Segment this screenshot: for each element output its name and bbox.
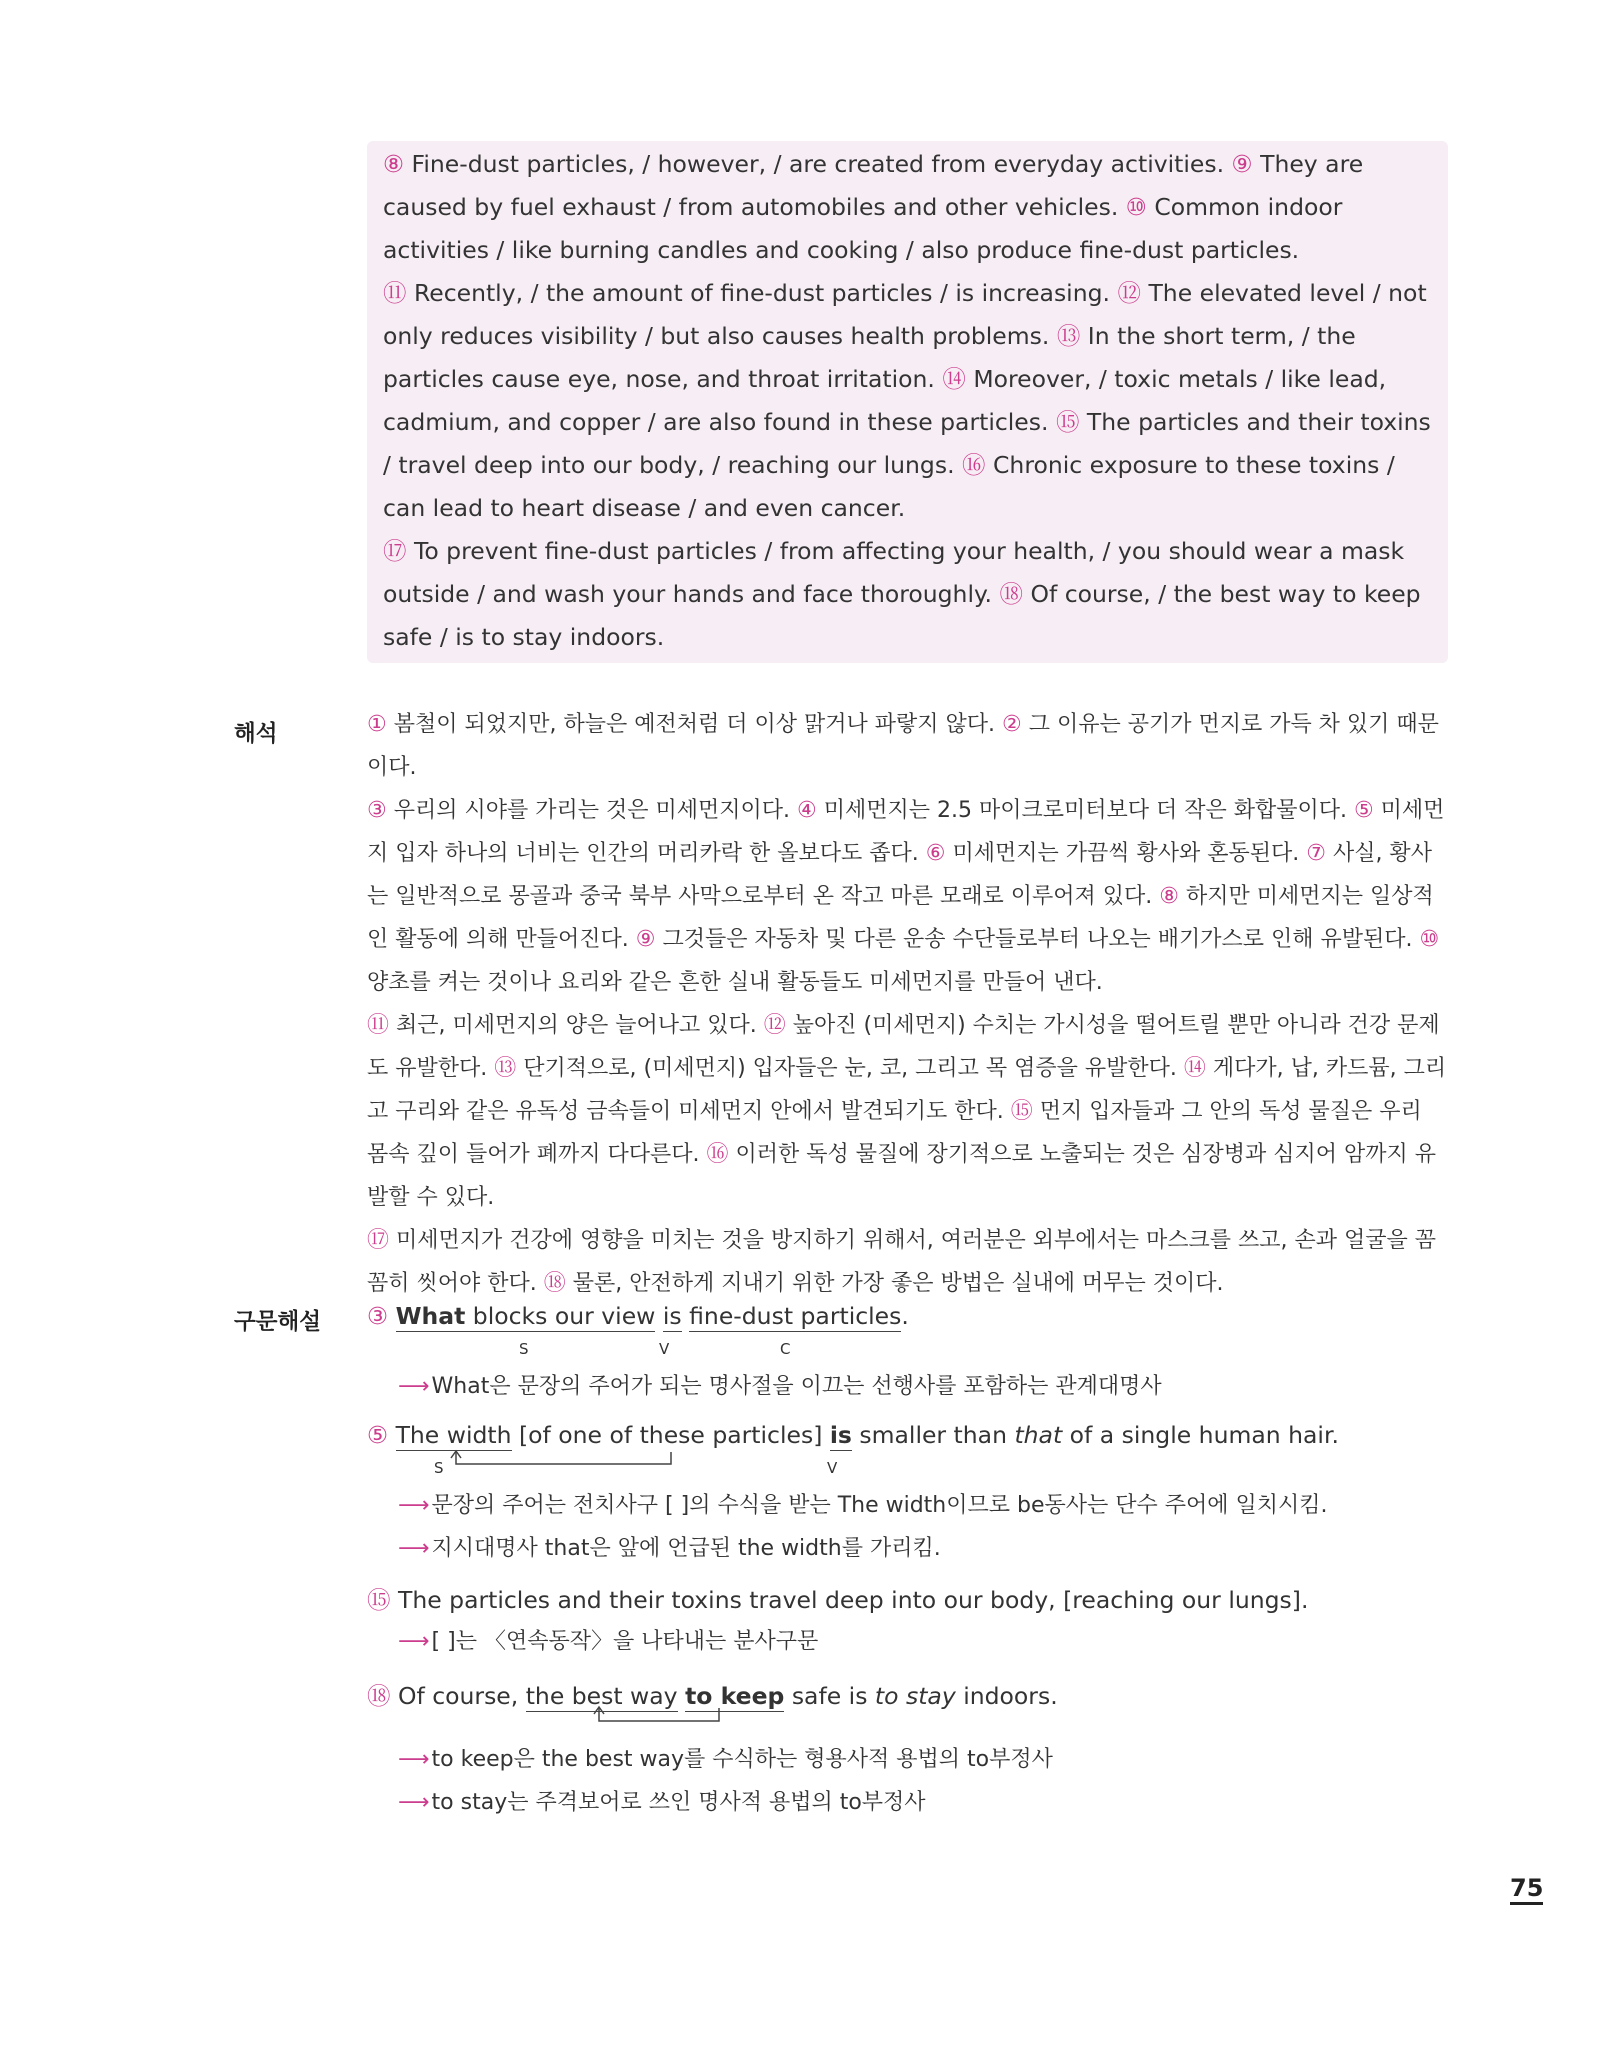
subject-label-5: S xyxy=(434,1459,444,1477)
grammar-label: 구문해설 xyxy=(234,1309,321,1335)
grammar-note-15-1: ⟶[ ]는 〈연속동작〉을 나타내는 분사구문 xyxy=(398,1629,819,1654)
modifier-arrow-18 xyxy=(594,1707,719,1721)
translation-paragraph-3: ⑪ 최근, 미세먼지의 양은 늘어나고 있다. ⑫ 높아진 (미세먼지) 수치는 가시성을 떨어트릴 뿐만 아니라 건강 문제도 유발한다. ⑬ 단기적으로, (미세먼지) 입자들은 눈, 코, 그리고 목 염증을 유발한다. ⑭ 게다가, 납, 카드뮴, 그리고 구리와 같은 유독성 금속들이 미세먼지 안에서 발견되기도 한다. ⑮ 먼지 입자들과 그 안의 독성 물질은 우리 몸속 깊이 들어가 폐까지 다다른다. ⑯ 이러한 독성 물질에 장기적으로 노출되는 것은 심장병과 심지어 암까지 유발할 수 있다. xyxy=(367,1013,1447,1210)
modifier-arrow-5 xyxy=(451,1451,671,1464)
reading-paragraph-2: ⑪ Recently, / the amount of fine-dust particles / is increasing. ⑫ The elevated level / not only reduces visibility / but also causes health problems. ⑬ In the short term, / the particles cause eye, nose, and throat irritation. ⑭ Moreover, / toxic metals / like lead, cadmium, and copper / are also found in these particles. ⑮ The particles and their toxins / travel deep into our body, / reaching our lungs. ⑯ Chronic exposure to these toxins / can lead to heart disease / and even cancer. xyxy=(383,279,1431,522)
grammar-note-18-1: ⟶to keep은 the best way를 수식하는 형용사적 용법의 to부정사 xyxy=(398,1747,1053,1772)
complement-label: C xyxy=(780,1340,791,1358)
translation-label: 해석 xyxy=(234,721,278,747)
grammar-note-18-2: ⟶to stay는 주격보어로 쓰인 명사적 용법의 to부정사 xyxy=(398,1790,926,1815)
translation-paragraph-4: ⑰ 미세먼지가 건강에 영향을 미치는 것을 방지하기 위해서, 여러분은 외부에서는 마스크를 쓰고, 손과 얼굴을 꼼꼼히 씻어야 한다. ⑱ 물론, 안전하게 지내기 위한 가장 좋은 방법은 실내에 머무는 것이다. xyxy=(367,1228,1436,1296)
verb-label: V xyxy=(659,1340,670,1358)
grammar-note-5-1: ⟶문장의 주어는 전치사구 [ ]의 수식을 받는 The width이므로 be동사는 단수 주어에 일치시킴. xyxy=(398,1493,1328,1518)
grammar-sentence-3: ③ What blocks our view is fine-dust particles. xyxy=(367,1302,909,1330)
page-number: 75 xyxy=(1510,1875,1543,1905)
grammar-note-3-1: ⟶What은 문장의 주어가 되는 명사절을 이끄는 선행사를 포함하는 관계대명사 xyxy=(398,1374,1162,1399)
grammar-sentence-18: ⑱ Of course, the best way to keep safe is to stay indoors. xyxy=(367,1682,1058,1710)
translation-paragraph-1: ① 봄철이 되었지만, 하늘은 예전처럼 더 이상 맑거나 파랗지 않다. ② 그 이유는 공기가 먼지로 가득 차 있기 때문이다. xyxy=(367,712,1439,780)
reading-paragraph-3: ⑰ To prevent fine-dust particles / from affecting your health, / you should wear a mask outside / and wash your hands and face thoroughly. ⑱ Of course, / the best way to keep safe / is to stay indoors. xyxy=(383,537,1421,651)
grammar-note-5-2: ⟶지시대명사 that은 앞에 언급된 the width를 가리킴. xyxy=(398,1536,941,1561)
grammar-sentence-15: ⑮ The particles and their toxins travel deep into our body, [reaching our lungs]. xyxy=(367,1586,1309,1614)
reading-paragraph-1: ⑧ Fine-dust particles, / however, / are created from everyday activities. ⑨ They are caused by fuel exhaust / from automobiles and other vehicles. ⑩ Common indoor activities / like burning candles and cooking / also produce fine-dust particles. xyxy=(383,150,1364,264)
verb-label-5: V xyxy=(827,1459,838,1477)
grammar-sentence-5: ⑤ The width [of one of these particles] is smaller than that of a single human hair. xyxy=(367,1421,1339,1449)
subject-label: S xyxy=(519,1340,529,1358)
translation-paragraph-2: ③ 우리의 시야를 가리는 것은 미세먼지이다. ④ 미세먼지는 2.5 마이크로미터보다 더 작은 화합물이다. ⑤ 미세먼지 입자 하나의 너비는 인간의 머리카락 한 올보다도 좁다. ⑥ 미세먼지는 가끔씩 황사와 혼동된다. ⑦ 사실, 황사는 일반적으로 몽골과 중국 북부 사막으로부터 온 작고 마른 모래로 이루어져 있다. ⑧ 하지만 미세먼지는 일상적인 활동에 의해 만들어진다. ⑨ 그것들은 자동차 및 다른 운송 수단들로부터 나오는 배기가스로 인해 유발된다. ⑩ 양초를 켜는 것이나 요리와 같은 흔한 실내 활동들도 미세먼지를 만들어 낸다. xyxy=(367,798,1445,995)
